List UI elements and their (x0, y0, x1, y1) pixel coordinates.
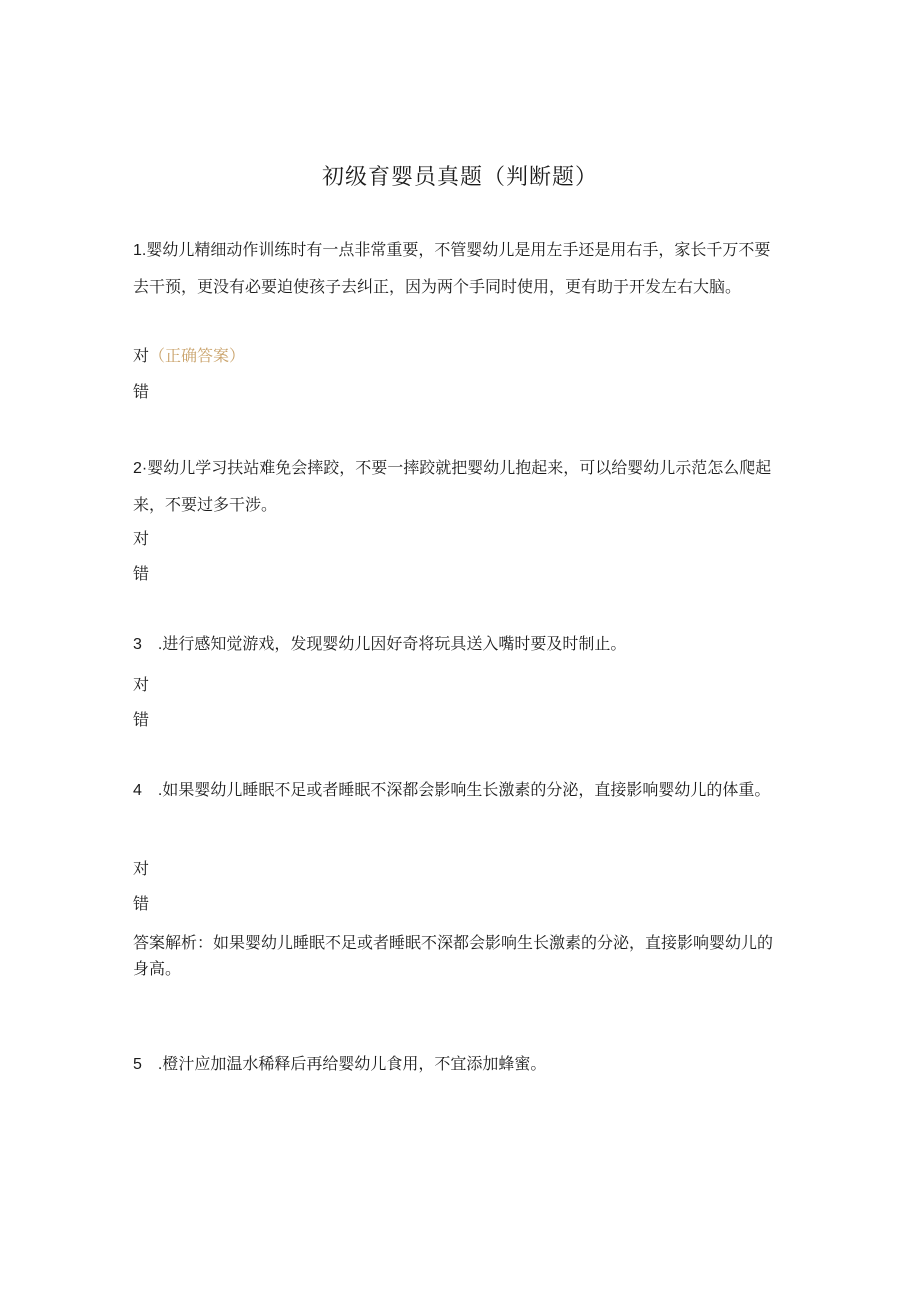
question-number: 2· (133, 460, 148, 477)
question-text: 进行感知觉游戏，发现婴幼儿因好奇将玩具送入嘴时要及时制止。 (162, 634, 627, 653)
question-3 (133, 626, 783, 663)
question-4 (133, 772, 783, 809)
question-3-option-true (133, 674, 149, 696)
option-label: 错 (133, 564, 150, 583)
question-5 (133, 1046, 783, 1083)
option-label: 对 (133, 346, 150, 365)
question-2 (133, 450, 783, 523)
correct-answer-mark: （正确答案） (149, 346, 246, 365)
question-3-option-false (133, 709, 149, 731)
question-4-option-false (133, 893, 149, 915)
question-2-option-false (133, 563, 149, 585)
option-label: 对 (133, 859, 150, 878)
question-text: 如果婴幼儿睡眠不足或者睡眠不深都会影响生长激素的分泌，直接影响婴幼儿的体重。 (162, 780, 771, 799)
option-label: 对 (133, 675, 150, 694)
question-text: 婴幼儿学习扶站难免会摔跤，不要一摔跤就把婴幼儿抱起来，可以给婴幼儿示范怎么爬起来，不要过多干涉。 (133, 458, 772, 514)
question-1-option-true (133, 345, 245, 367)
option-label: 错 (133, 894, 150, 913)
question-text: 橙汁应加温水稀释后再给婴幼儿食用，不宜添加蜂蜜。 (162, 1054, 547, 1073)
question-number: 4 . (133, 782, 163, 799)
question-number: 3 . (133, 636, 163, 653)
question-4-option-true (133, 858, 149, 880)
question-4-analysis: 答案解析：如果婴幼儿睡眠不足或者睡眠不深都会影响生长激素的分泌，直接影响婴幼儿的身高。 (133, 933, 774, 978)
question-text: 婴幼儿精细动作训练时有一点非常重要，不管婴幼儿是用左手还是用右手，家长千万不要去干预，更没有必要迫使孩子去纠正，因为两个手同时使用，更有助于开发左右大脑。 (133, 240, 771, 296)
question-number: 5 . (133, 1056, 163, 1073)
question-1 (133, 232, 783, 305)
option-label: 错 (133, 710, 150, 729)
option-label: 对 (133, 529, 150, 548)
document-title: 初级育婴员真题（判断题） (321, 165, 598, 190)
question-number: 1. (133, 242, 147, 259)
question-1-option-false (133, 381, 149, 403)
question-2-option-true (133, 528, 149, 550)
option-label: 错 (133, 382, 150, 401)
